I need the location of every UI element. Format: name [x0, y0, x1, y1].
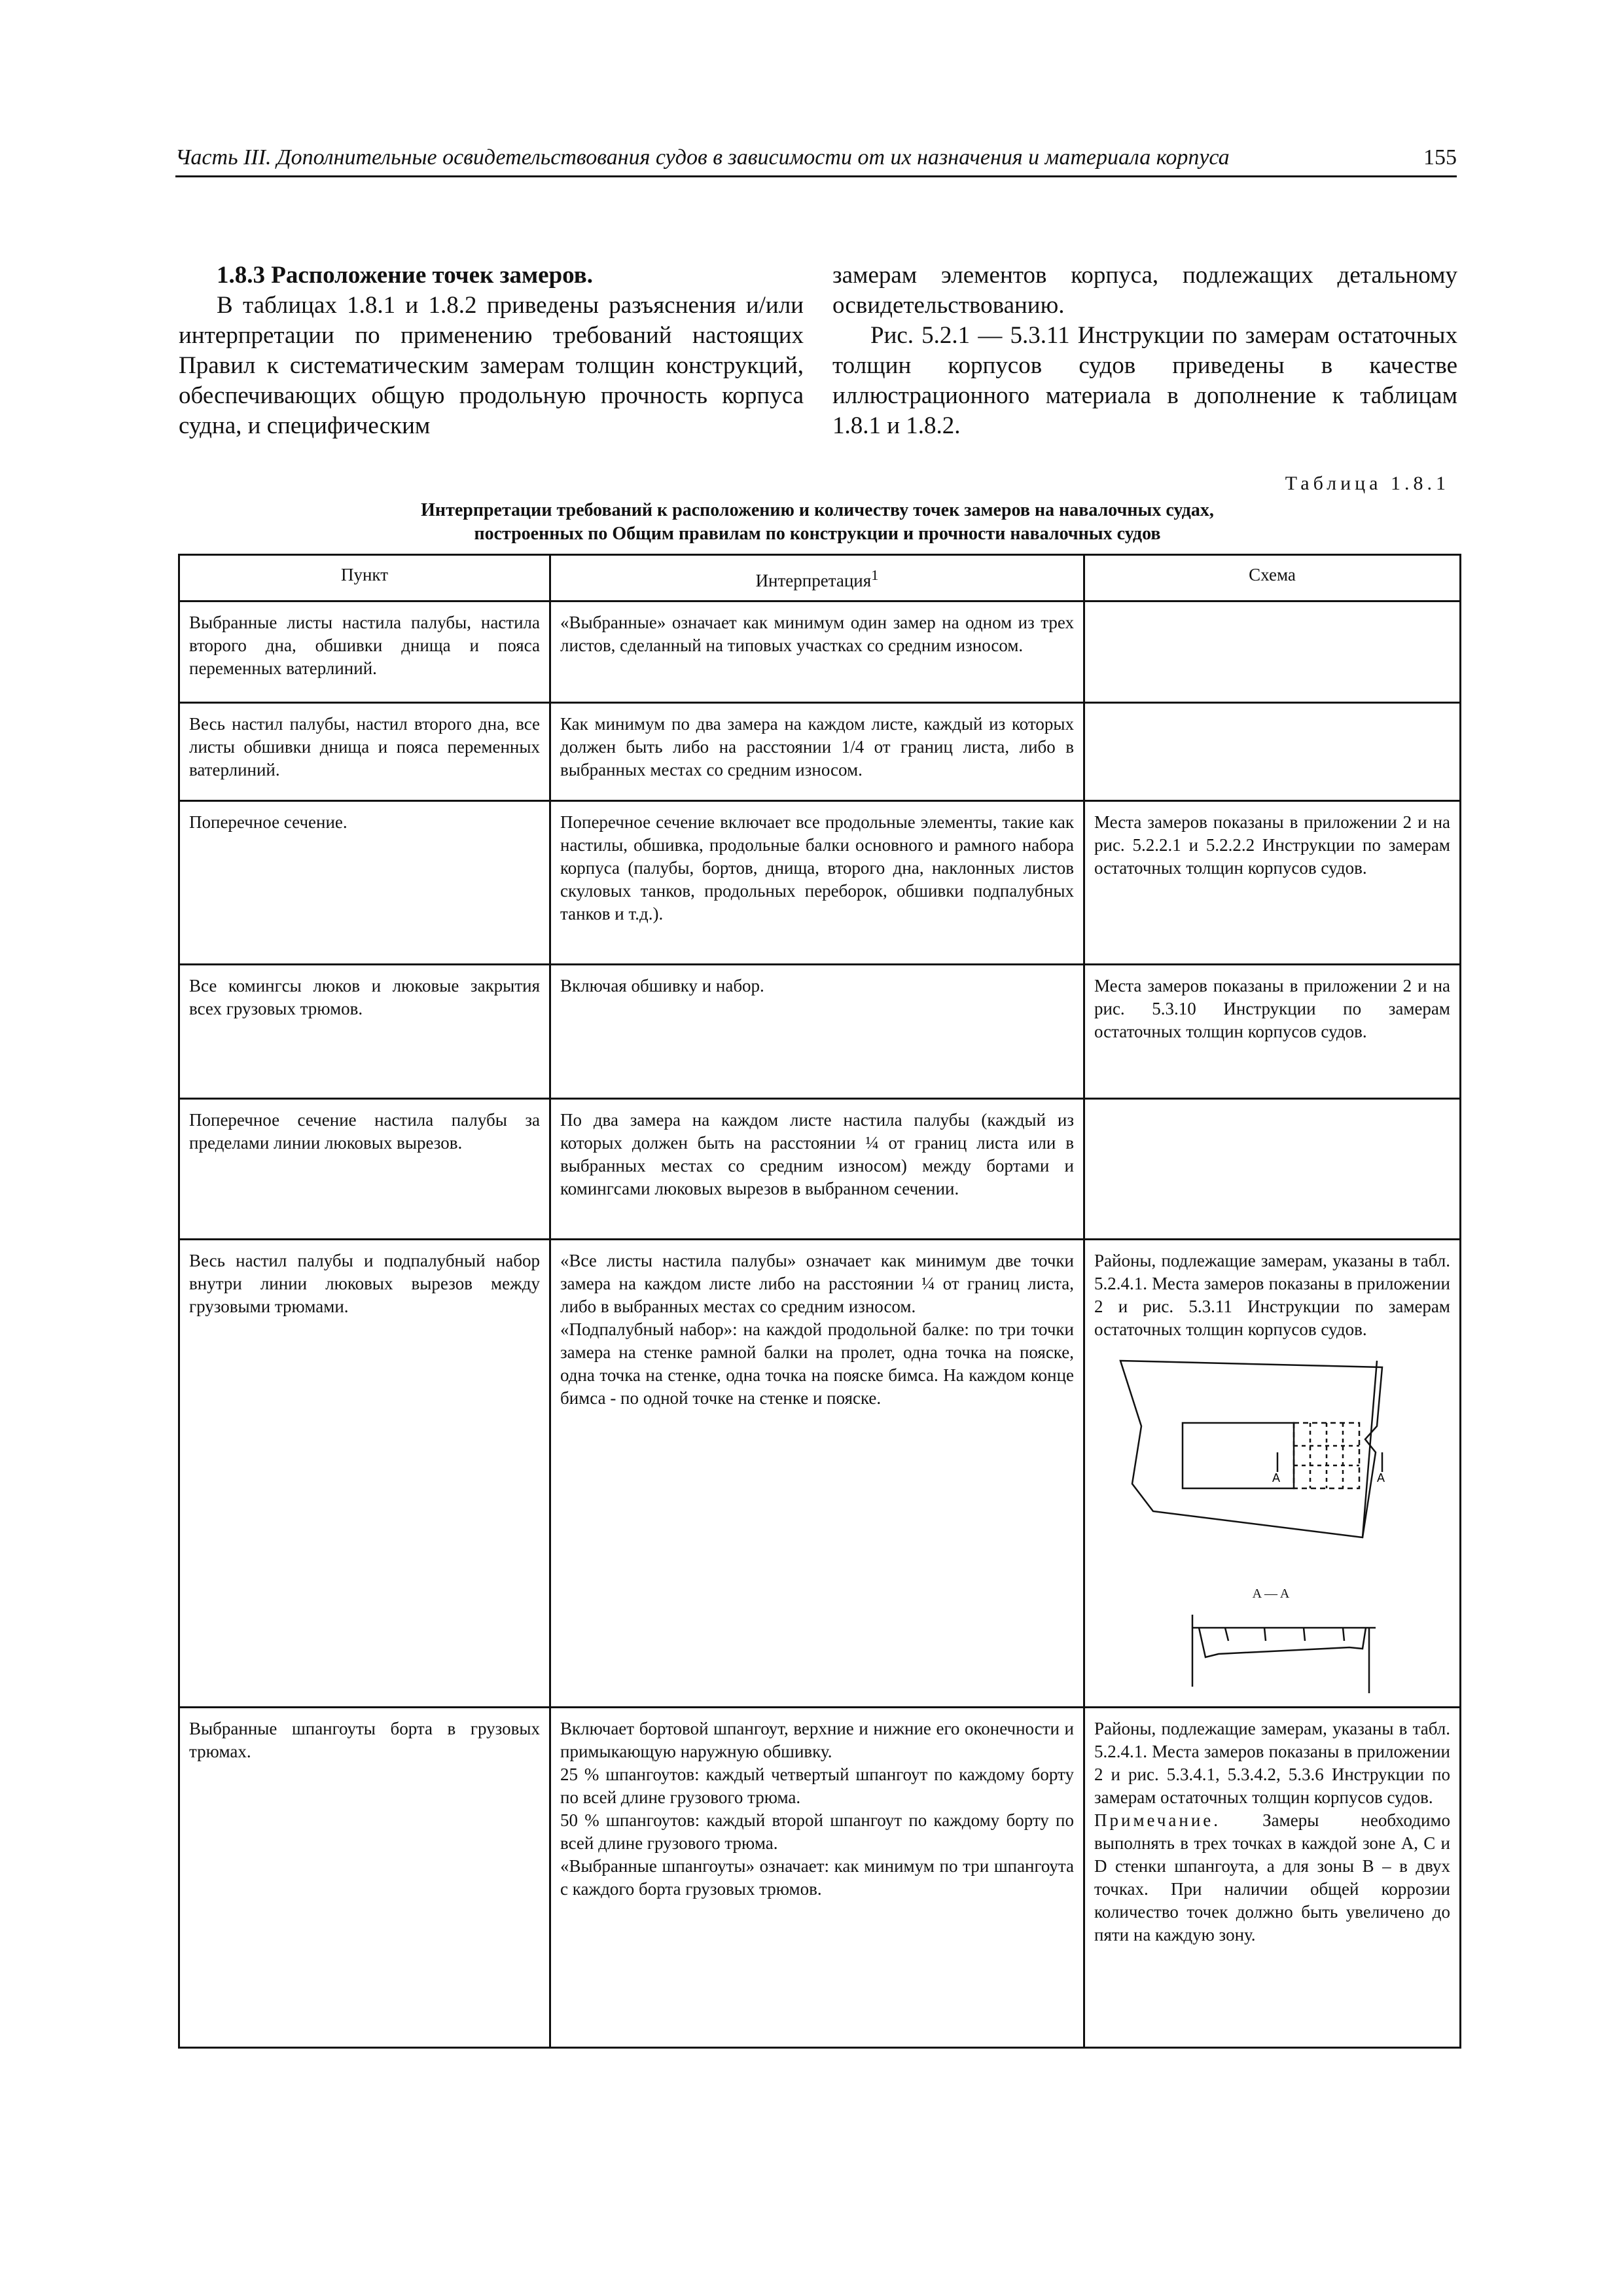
intro-right-column: [832, 260, 1457, 441]
note-text: Замеры необходимо выполнять в трех точках в каждой зоне А, С и D стенки шпангоута, а для зоны В – в двух точках. При наличии общей коррозии количество точек должно быть увеличено до пяти на каждую зону.: [1094, 1810, 1450, 1945]
interpretation-cell: Поперечное сечение включает все продольные элементы, такие как настилы, обшивка, продольные балки основного и рамного набора корпуса (палубы, бортов, днища, второго дна, наклонных листов скуловых танков, продольных переборок, обшивки подпалубных танков и т.д.).: [550, 801, 1084, 965]
column-header-interpretation-text: Интерпретация: [755, 571, 872, 590]
table-header-row: [179, 555, 1461, 601]
intro-paragraph-figures: Рис. 5.2.1 — 5.3.11 Инструкции по замерам остаточных толщин корпусов судов приведены в качестве иллюстрационного материала в дополнение к таблицам 1.8.1 и 1.8.2.: [832, 322, 1457, 439]
interpretation-cell: Включая обшивку и набор.: [550, 965, 1084, 1099]
item-cell: Выбранные шпангоуты борта в грузовых трюмах.: [179, 1708, 550, 2048]
section-label: A — A: [1252, 1587, 1290, 1601]
column-header-scheme: Схема: [1084, 555, 1461, 601]
running-header: [175, 145, 1457, 177]
interpretation-paragraph: «Выбранные шпангоуты» означает: как минимум по три шпангоута с каждого борта грузовых трюмов.: [560, 1856, 1074, 1899]
table-row: [179, 601, 1461, 703]
table-label: Таблица 1.8.1: [1285, 473, 1450, 494]
interpretation-cell: Как минимум по два замера на каждом листе, каждый из которых должен быть либо на расстоянии 1/4 от границ листа, либо в выбранных местах со средним износом.: [550, 703, 1084, 801]
column-header-interpretation: [550, 555, 1084, 601]
item-cell: Весь настил палубы, настил второго дна, все листы обшивки днища и пояса переменных ватерлиний.: [179, 703, 550, 801]
table-row: [179, 703, 1461, 801]
table-row: [179, 1099, 1461, 1240]
interpretation-cell: [550, 1708, 1084, 2048]
scheme-cell: [1084, 1708, 1461, 2048]
interpretation-paragraph: 50 % шпангоутов: каждый второй шпангоут по каждому борту по всей длине грузового трюма.: [560, 1810, 1074, 1853]
column-header-item: Пункт: [179, 555, 550, 601]
section-heading: 1.8.3 Расположение точек замеров.: [217, 262, 593, 289]
interpretation-cell: [550, 1240, 1084, 1708]
note-title: Примечание.: [1094, 1810, 1221, 1830]
scheme-note: [1094, 1809, 1450, 1946]
interpretation-paragraph: «Все листы настила палубы» означает как минимум две точки замера на каждом листе либо на расстоянии ¼ от границ листа, либо в выбранных местах со средним износом.: [560, 1251, 1074, 1316]
intro-paragraph-continued: замерам элементов корпуса, подлежащих детальному освидетельствованию.: [832, 262, 1457, 319]
item-cell: Поперечное сечение настила палубы за пределами линии люковых вырезов.: [179, 1099, 550, 1240]
interpretation-paragraph: «Подпалубный набор»: на каждой продольной балке: по три точки замера на стенке рамной балки на пролет, одна точка на пояске, одна точка на стенке, одна точка на пояске бимса. На каждом конце бимса - по одной точке на стенке и пояске.: [560, 1319, 1074, 1408]
scheme-cell: Места замеров показаны в приложении 2 и на рис. 5.3.10 Инструкции по замерам остаточных толщин корпусов судов.: [1084, 965, 1461, 1099]
scheme-cell: [1084, 1099, 1461, 1240]
table-caption-line-1: Интерпретации требований к расположению и количеству точек замеров на навалочных судах,: [421, 500, 1214, 520]
footnote-mark: 1: [871, 567, 879, 583]
deck-beam: [1199, 1628, 1366, 1657]
table-row: [179, 965, 1461, 1099]
section-marker-left: A: [1272, 1471, 1281, 1484]
hull-break-line: [1363, 1361, 1377, 1537]
table-row: [179, 1240, 1461, 1708]
section-marker-right: A: [1377, 1471, 1385, 1484]
table-caption: [175, 499, 1459, 546]
table-row: [179, 1708, 1461, 2048]
scheme-cell: [1084, 1240, 1461, 1708]
intro-left-column: [179, 260, 804, 441]
deck-plan-diagram: [1094, 1348, 1448, 1583]
interpretation-paragraph: Включает бортовой шпангоут, верхние и нижние его оконечности и примыкающую наружную обшивку.: [560, 1719, 1074, 1761]
interpretation-cell: «Выбранные» означает как минимум один замер на одном из трех листов, сделанный на типовых участках со средним износом.: [550, 601, 1084, 703]
scheme-cell: [1084, 703, 1461, 801]
running-title: Часть III. Дополнительные освидетельствования судов в зависимости от их назначения и материала корпуса: [175, 145, 1230, 170]
table-caption-line-2: построенных по Общим правилам по конструкции и прочности навалочных судов: [474, 524, 1161, 544]
page-number: 155: [1423, 145, 1457, 170]
item-cell: Все комингсы люков и люковые закрытия всех грузовых трюмов.: [179, 965, 550, 1099]
scheme-cell: [1084, 601, 1461, 703]
interpretation-cell: По два замера на каждом листе настила палубы (каждый из которых должен быть на расстоянии ¼ от границ листа или в выбранных местах со средним износом) между бортами и комингсами люковых вырезов в выбранном сечении.: [550, 1099, 1084, 1240]
item-cell: Весь настил палубы и подпалубный набор внутри линии люковых вырезов между грузовыми трюмами.: [179, 1240, 550, 1708]
interpretation-paragraph: 25 % шпангоутов: каждый четвертый шпангоут по каждому борту по всей длине грузового трюма.: [560, 1765, 1074, 1807]
interpretation-table: [178, 554, 1461, 2049]
item-cell: Выбранные листы настила палубы, настила второго дна, обшивки днища и пояса переменных ватерлиний.: [179, 601, 550, 703]
table-row: [179, 801, 1461, 965]
scheme-text: Районы, подлежащие замерам, указаны в табл. 5.2.4.1. Места замеров показаны в приложении 2 и рис. 5.3.4.1, 5.3.4.2, 5.3.6 Инструкции по замерам остаточных толщин корпусов судов.: [1094, 1719, 1450, 1807]
scheme-cell: Места замеров показаны в приложении 2 и на рис. 5.2.2.1 и 5.2.2.2 Инструкции по замерам остаточных толщин корпусов судов.: [1084, 801, 1461, 965]
section-diagram: [1094, 1608, 1448, 1700]
item-cell: Поперечное сечение.: [179, 801, 550, 965]
intro-paragraph: В таблицах 1.8.1 и 1.8.2 приведены разъяснения и/или интерпретации по применению требований настоящих Правил к систематическим замерам толщин конструкций, обеспечивающих общую продольную прочность корпуса судна, и специфическим: [179, 292, 804, 439]
scheme-text: Районы, подлежащие замерам, указаны в табл. 5.2.4.1. Места замеров показаны в приложении 2 и рис. 5.3.11 Инструкции по замерам остаточных толщин корпусов судов.: [1094, 1251, 1450, 1339]
